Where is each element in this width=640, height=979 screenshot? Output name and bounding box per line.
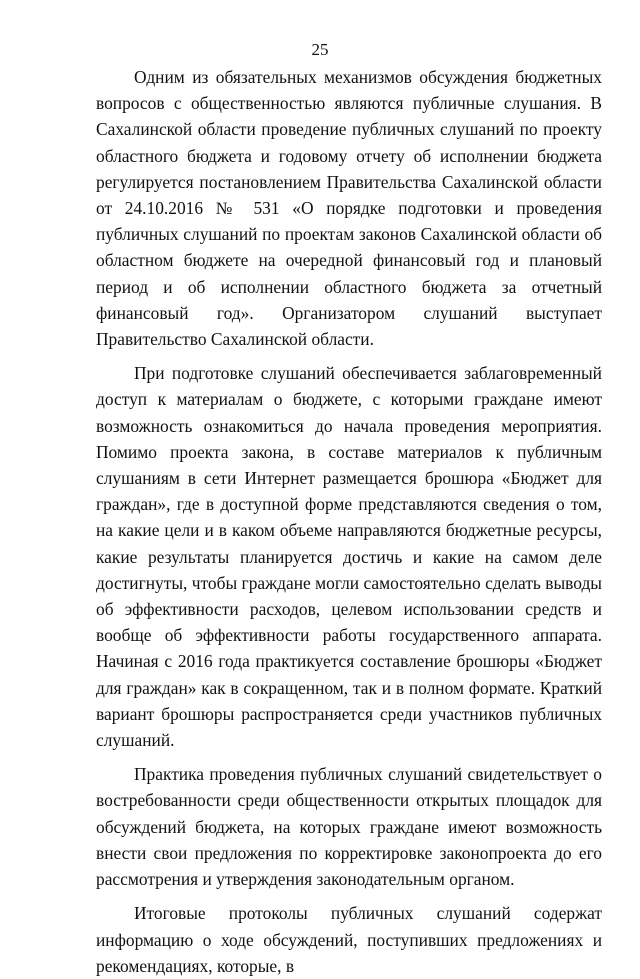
body-text [96, 64, 602, 979]
paragraph-public-hearings-intro: Одним из обязательных механизмов обсуждения бюджетных вопросов с общественностью являются публичные слушания. В Сахалинской области проведение публичных слушаний по проекту областного бюджета и годовому отчету об исполнении бюджета регулируется постановлением Правительства Сахалинской области от 24.10.2016 № 531 «О порядке подготовки и проведения публичных слушаний по проектам законов Сахалинской области об областном бюджете на очередной финансовый год и плановый период и об исполнении областного бюджета за отчетный финансовый год». Организатором слушаний выступает Правительство Сахалинской области. [96, 67, 602, 350]
paragraph-hearings-practice: Практика проведения публичных слушаний свидетельствует о востребованности среди общественности открытых площадок для обсуждений бюджета, на которых граждане имеют возможность внести свои предложения по корректировке законопроекта до его рассмотрения и утверждения законодательным органом. [96, 764, 602, 890]
paragraph-final-protocols: Итоговые протоколы публичных слушаний содержат информацию о ходе обсуждений, поступивших предложениях и рекомендациях, которые, в [96, 903, 602, 976]
paragraph-materials-access: При подготовке слушаний обеспечивается заблаговременный доступ к материалам о бюджете, с которыми граждане имеют возможность ознакомиться до начала проведения мероприятия. Помимо проекта закона, в составе материалов к публичным слушаниям в сети Интернет размещается брошюра «Бюджет для граждан», где в доступной форме представляются сведения о том, на какие цели и в каком объеме направляются бюджетные ресурсы, какие результаты планируется достичь и какие на самом деле достигнуты, чтобы граждане могли самостоятельно сделать выводы об эффективности расходов, целевом использовании средств и вообще об эффективности работы государственного аппарата. Начиная с 2016 года практикуется составление брошюры «Бюджет для граждан» как в сокращенном, так и в полном формате. Краткий вариант брошюры распространяется среди участников публичных слушаний. [96, 363, 602, 751]
page-number: 25 [311, 40, 329, 59]
